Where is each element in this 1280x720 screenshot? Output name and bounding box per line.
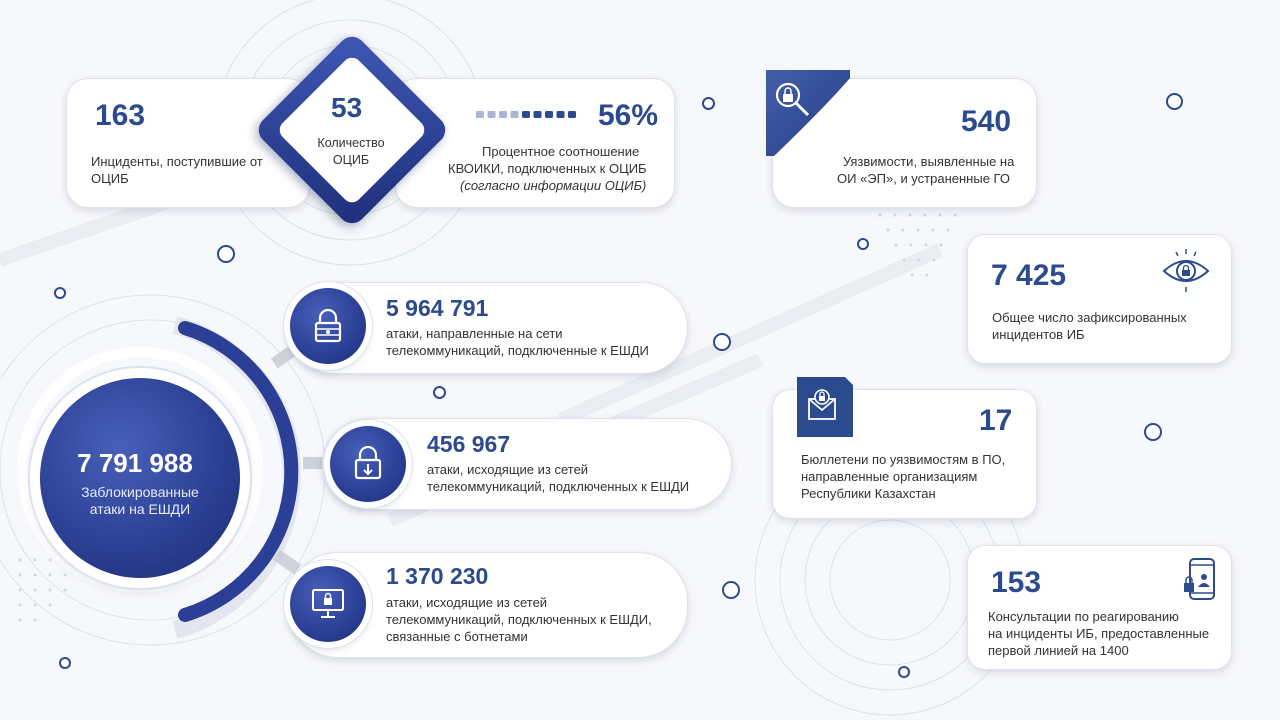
blocked-label-line2: атаки на ЕШДИ	[89, 501, 191, 517]
total-incidents-label-line1: Общее число зафиксированных	[992, 310, 1187, 325]
attack-label-line2: телекоммуникаций, подключенных к ЕШДИ	[427, 479, 690, 494]
percent-dot	[522, 111, 530, 118]
bulletins-value: 17	[979, 404, 1013, 437]
incidents-value: 163	[95, 99, 146, 132]
phone-lock-icon	[1182, 557, 1218, 601]
percent-dot	[545, 111, 553, 118]
total-incidents-card	[967, 234, 1232, 364]
attack-label-line2: телекоммуникаций, подключенных к ЕШДИ,	[386, 612, 652, 627]
monitor-lock-icon	[311, 588, 345, 620]
total-incidents-label-line2: инцидентов ИБ	[992, 327, 1085, 342]
decor-ring	[59, 657, 71, 669]
consultations-label-line2: на инциденты ИБ, предоставленные	[988, 626, 1210, 641]
padlock-icon	[313, 309, 343, 343]
envelope-lock-icon	[797, 377, 853, 437]
decor-ring	[702, 97, 715, 110]
percent-dot	[499, 111, 507, 118]
decor-ring	[1166, 93, 1183, 110]
decor-ring	[217, 245, 235, 263]
percent-dot	[511, 111, 519, 118]
decor-ring	[857, 238, 869, 250]
attack-label-line1: атаки, исходящие из сетей	[386, 595, 548, 610]
blocked-label-line1: Заблокированные	[81, 484, 199, 500]
attack-value: 1 370 230	[386, 563, 489, 589]
attack-label-line3: связанные с ботнетами	[386, 629, 528, 644]
decor-ring	[722, 581, 740, 599]
bulletins-label-line2: направленные организациям	[801, 469, 978, 484]
padlock-download-icon	[353, 446, 383, 482]
magnifier-lock-icon	[764, 68, 854, 158]
decor-ring	[433, 386, 446, 399]
attack-icon-circle	[330, 426, 406, 502]
percent-note: (согласно информации ОЦИБ)	[460, 178, 647, 193]
decor-ring	[1144, 423, 1162, 441]
attack-icon-circle	[290, 566, 366, 642]
centers-label: Количество ОЦИБ	[317, 136, 385, 167]
attack-value: 456 967	[427, 431, 511, 457]
attack-label-line1: атаки, исходящие из сетей	[427, 462, 589, 477]
consultations-card	[967, 545, 1232, 670]
percent-dot	[488, 111, 496, 118]
incidents-label: Инциденты, поступившие от ОЦИБ	[91, 154, 263, 186]
decor-ring	[713, 333, 731, 351]
vulnerabilities-label-line2: ОИ «ЭП», и устраненные ГО	[837, 171, 1010, 186]
vulnerabilities-label-line1: Уязвимости, выявленные на	[843, 154, 1015, 169]
bulletins-label-line1: Бюллетени по уязвимостям в ПО,	[801, 452, 1006, 467]
attack-value: 5 964 791	[386, 295, 489, 321]
percent-label-line2: КВОИКИ, подключенных к ОЦИБ	[448, 161, 647, 176]
percent-dot	[557, 111, 565, 118]
consultations-value: 153	[991, 566, 1042, 599]
percent-dot	[534, 111, 542, 118]
attack-label-line1: атаки, направленные на сети	[386, 326, 563, 341]
consultations-label-line3: первой линией на 1400	[988, 643, 1129, 658]
total-incidents-value: 7 425	[991, 259, 1067, 292]
percent-dot	[568, 111, 576, 118]
decor-ring	[898, 666, 910, 678]
percent-dots	[474, 110, 584, 120]
eye-lock-icon	[1160, 247, 1212, 293]
percent-value: 56%	[598, 99, 659, 132]
percent-dot	[476, 111, 484, 118]
blocked-circle	[40, 378, 240, 578]
centers-value: 53	[331, 92, 363, 123]
percent-label-line1: Процентное соотношение	[482, 144, 640, 159]
bulletins-label-line3: Республики Казахстан	[801, 486, 936, 501]
vulnerabilities-value: 540	[961, 105, 1012, 138]
decor-ring	[54, 287, 66, 299]
blocked-value: 7 791 988	[77, 448, 193, 478]
attack-icon-circle	[290, 288, 366, 364]
attack-label-line2: телекоммуникаций, подключенные к ЕШДИ	[386, 343, 649, 358]
consultations-label-line1: Консультации по реагированию	[988, 609, 1179, 624]
